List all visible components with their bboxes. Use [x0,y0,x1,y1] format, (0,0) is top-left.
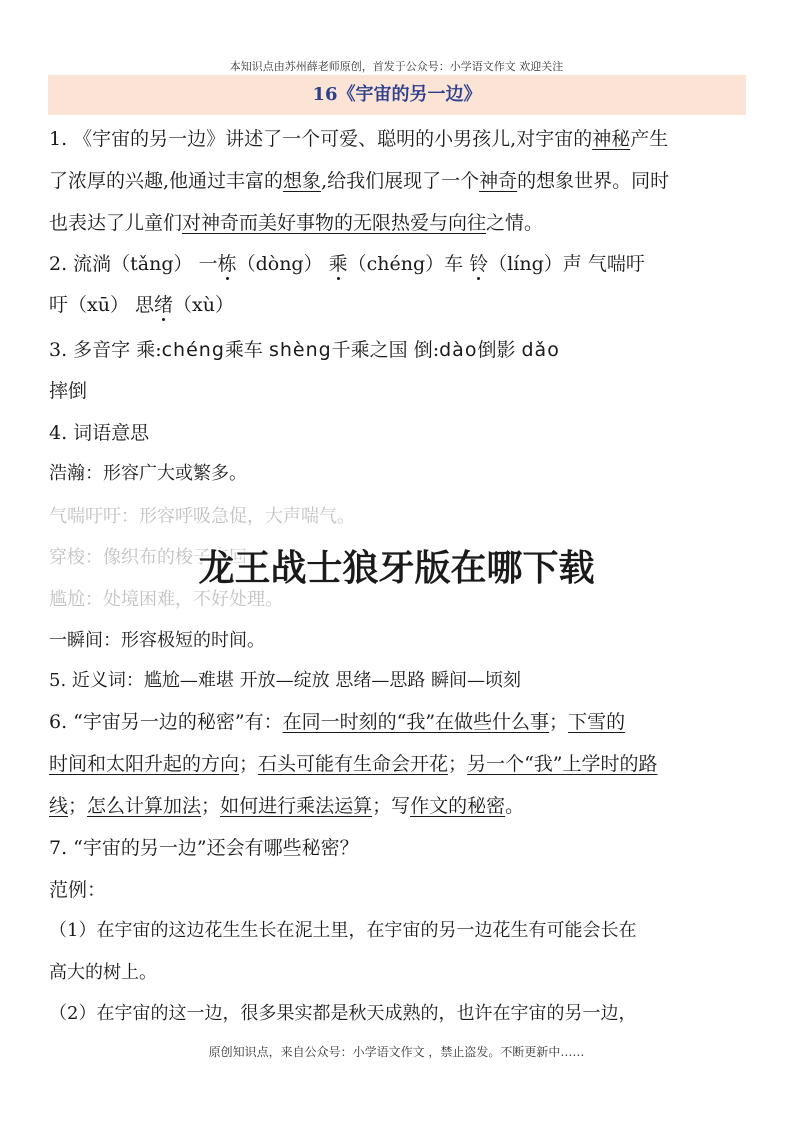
item7-example-label: 范例： [49,879,107,901]
item1-line1: 1. 《宇宙的另一边》讲述了一个可爱、聪明的小男孩儿,对宇宙的神秘产生 [49,128,669,150]
item7-example2-line1: （2）在宇宙的这一边，很多果实都是秋天成熟的，也许在宇宙的另一边， [49,1003,637,1024]
item2-line2: 吁（xū） 思绪（xù） [49,294,234,316]
item5-synonyms: 5. 近义词：尴尬—难堪 开放—绽放 思绪—思路 瞬间—顷刻 [49,670,522,691]
item1-line3: 也表达了儿童们对神奇而美好事物的无限热爱与向往之情。 [49,212,544,234]
item4-def-haohan: 浩瀚：形容广大或繁多。 [49,463,247,484]
document-title: 16《宇宙的另一边》 [48,75,746,115]
item1-line2: 了浓厚的兴趣,他通过丰富的想象,给我们展现了一个神奇的想象世界。同时 [49,170,670,192]
item7-example1-line1: （1）在宇宙的这边花生生长在泥土里，在宇宙的另一边花生有可能会长在 [49,920,637,941]
item6-line3: 线；怎么计算加法；如何进行乘法运算；写作文的秘密。 [49,795,525,817]
item4-heading: 4. 词语意思 [49,422,150,444]
item6-line2: 时间和太阳升起的方向；石头可能有生命会开花；另一个“我”上学时的路 [49,753,658,775]
keyword-xiangxiang: 想象 [283,170,322,192]
item6-line1: 6. “宇宙另一边的秘密”有：在同一时刻的“我”在做些什么事；下雪的 [49,711,626,733]
item4-def-yishunjian: 一瞬间：形容极短的时间。 [49,630,265,651]
item2-line1: 2. 流淌（tǎng） 一栋（dòng） 乘（chéng）车 铃（líng）声 气喘吁 [49,253,645,275]
page-footer: 原创知识点，来自公众号：小学语文作文 ，禁止盗发。不断更新中…… [208,1045,585,1059]
overlay-watermark: 龙王战士狼牙版在哪下载 [198,548,595,589]
item3-line2: 摔倒 [49,380,88,402]
item4-def-qichuan: 气喘吁吁：形容呼吸急促，大声喘气。 [49,506,355,527]
header-note: 本知识点由苏州薛老师原创，首发于公众号：小学语文作文 欢迎关注 [229,60,564,73]
keyword-shenqi: 神奇 [479,170,518,192]
keyword-theme: 对神奇而美好事物的无限热爱与向往 [182,212,487,234]
keyword-shenmi: 神秘 [592,128,631,150]
item7-question: 7. “宇宙的另一边”还会有哪些秘密？ [49,837,359,859]
item4-def-chuansuo: 穿梭：像织布的梭子来回 [49,547,247,568]
item4-def-ganga: 尴尬：处境困难，不好处理。 [49,589,283,610]
item7-example1-line2: 高大的树上。 [49,962,157,983]
item3-line1: 3. 多音字 乘:chéng乘车 shèng千乘之国 倒:dào倒影 dǎo [49,339,560,361]
